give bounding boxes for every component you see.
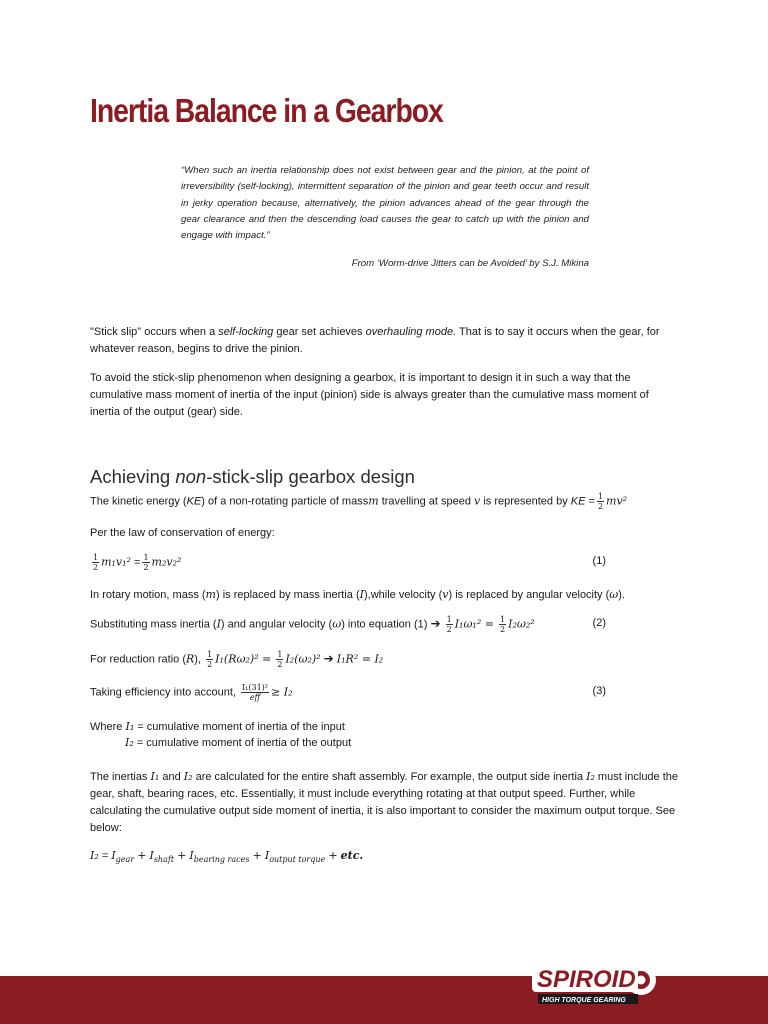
equation-number-3: (3) [592,685,606,697]
efficiency-fraction: $\frac{\text{I₁(31)²}}{\text{eff}}$ [242,683,269,702]
reduction-ratio-line: For reduction ratio (R), $\frac{1}{2}$ I₁(Rω₂)² = $\frac{1}{2}$ I₂(ω₂)² ➔ I₁R² = I₂ [90,650,384,669]
stick-slip-paragraph: "Stick slip" occurs when a self-locking gear set achieves overhauling mode. That is to say it occurs when the gear, for whatever reason, begins to drive the pinion. [90,326,660,355]
conservation-line: Per the law of conservation of energy: [90,527,275,539]
arrow-icon: ➔ [323,651,334,666]
arrow-icon: ➔ [430,616,441,631]
quote-block: “When such an inertia relationship does not exist between gear and the pinion, at the point of irreversibility (self-locking), intermittent separation of the pinion and gear teeth occur and result in jerky operation because, alternatively, the pinion advances ahead of the gear through the gear clearance and then the descending load causes the gear to catch up with the pinion and engage with impact.” [181,165,589,242]
avoid-paragraph: To avoid the stick-slip phenomenon when designing a gearbox, it is important to design it in such a way that the cumulative mass moment of inertia of the input (pinion) side is always greater than the cumulative mass moment of inertia of the output (gear) side. [90,372,649,418]
inertias-paragraph: The inertias I₁ and I₂ are calculated for the entire shaft assembly. For example, the output side inertia I₂ must include the gear, shaft, bearing races, etc. Essentially, it must include everything rotating at that output speed. Further, while calculating the cumulative output side moment of inertia, it is also important to consider the maximum output torque. See below: [90,770,679,834]
section-heading: Achieving non-stick-slip gearbox design [90,466,415,487]
page-title: Inertia Balance in a Gearbox [90,92,443,129]
where-line-2: I₂ = cumulative moment of inertia of the output [125,736,352,749]
equation-number-1: (1) [592,555,606,567]
equation-1: $\frac{1}{2}$ m₁v₁² = $\frac{1}{2}$ m₂v₂² (1) [93,553,606,572]
spiroid-logo [530,958,658,1006]
quote-attribution: From ‘Worm-drive Jitters can be Avoided’ by S.J. Mikina [351,258,589,269]
final-equation: $I_2 = I_{gear} + I_{shaft} + I_{bearing races} + I_{output torque}$ + etc. [90,849,364,865]
equation-3: Taking efficiency into account, $\frac{\text{I₁(31)²}}{\text{eff}}$ ≥ I₂ (3) [90,683,606,702]
kinetic-energy-line: The kinetic energy (KE) of a non-rotating particle of massm travelling at speed v is represented by KE = $\frac{1}{2}$ mv² [90,492,628,511]
logo-tagline: HIGH TORQUE GEARING [542,997,626,1004]
rotary-motion-line: In rotary motion, mass (m) is replaced by mass inertia (I),while velocity (v) is replaced by angular velocity (ω). [90,588,625,601]
logo-brand-text: SPIROID [537,966,636,993]
one-half-fraction: $\frac{1}{2}$ [597,492,604,511]
equation-2: Substituting mass inertia (I) and angular velocity (ω) into equation (1) ➔ $\frac{1}{2}$ I₁ω₁² = $\frac{1}{2}$ I₂ω₂² (2) [90,615,606,634]
equation-number-2: (2) [592,617,606,629]
where-line-1: Where I₁ = cumulative moment of inertia of the input [90,720,345,733]
